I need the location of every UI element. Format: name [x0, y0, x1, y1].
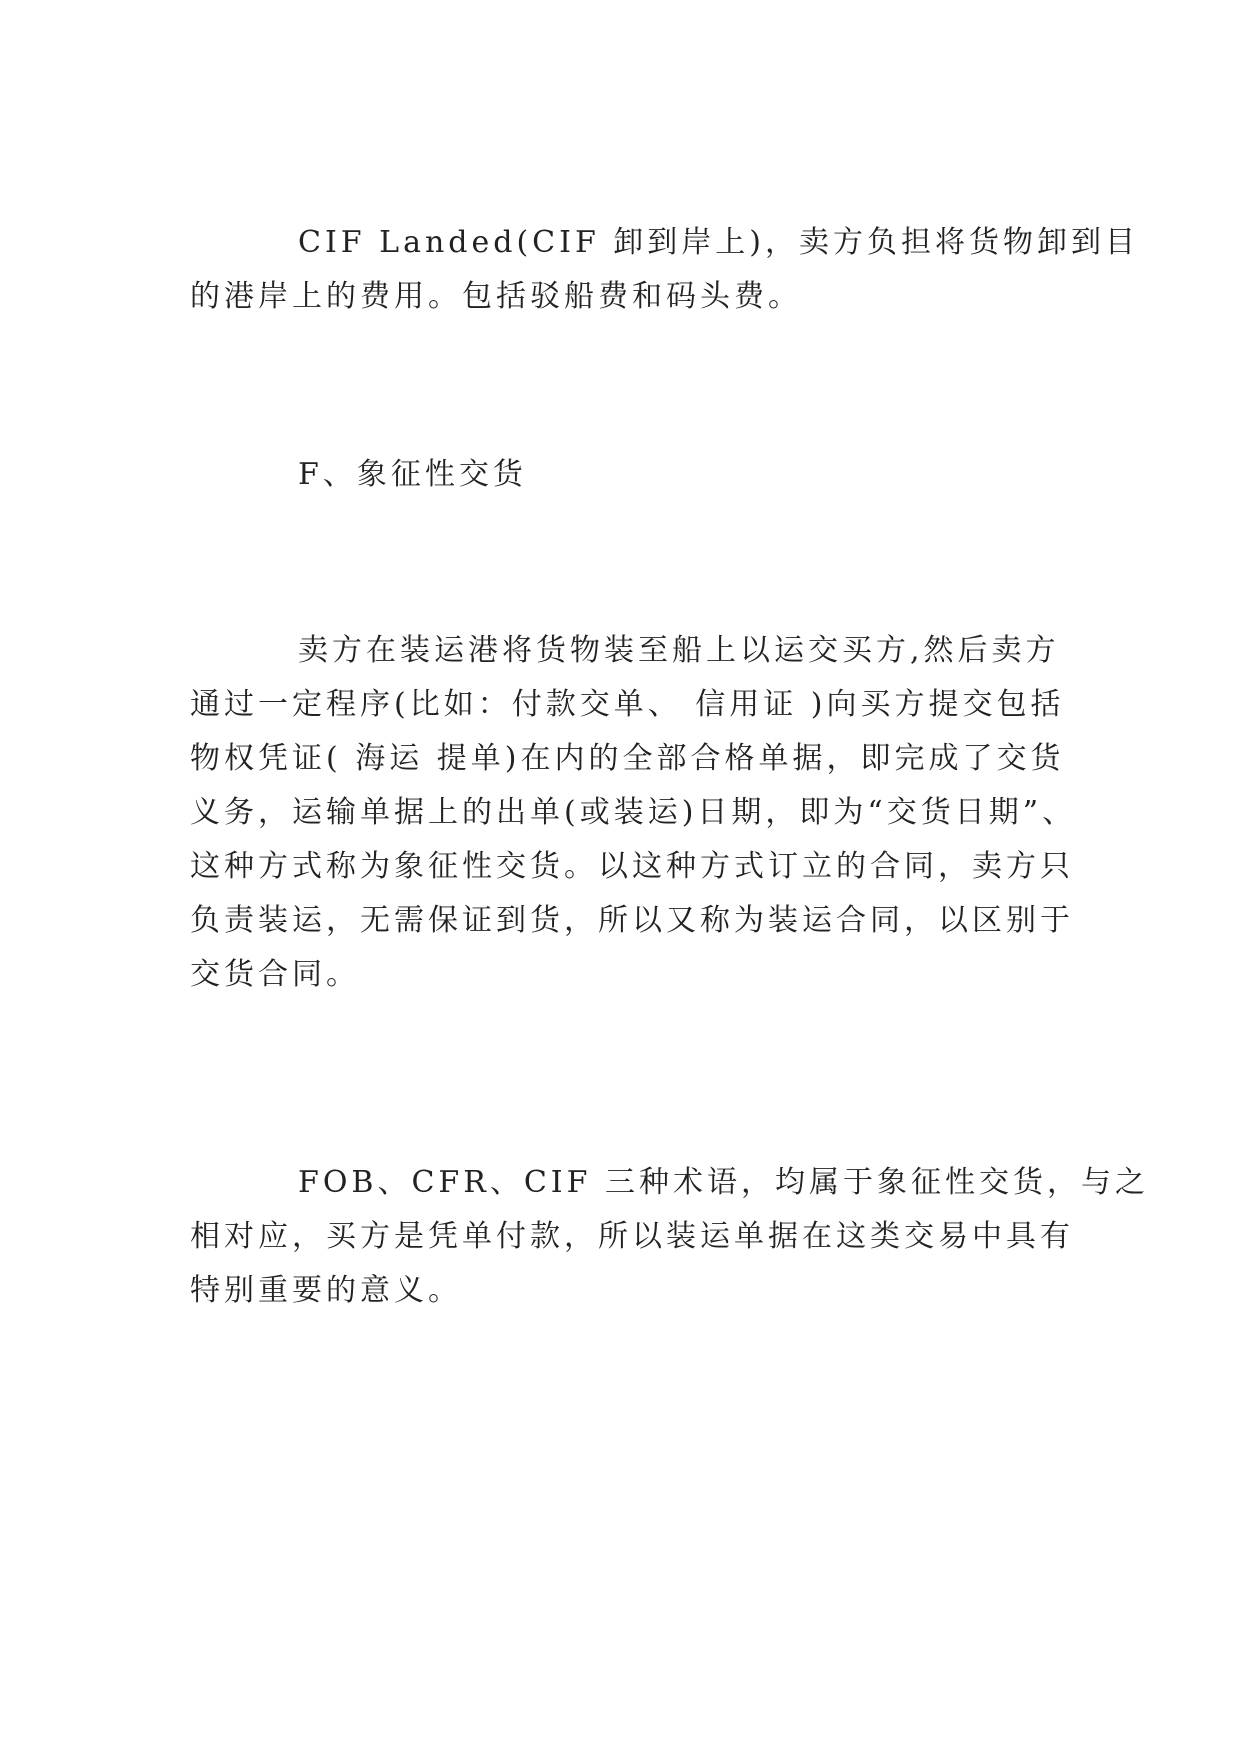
paragraph-line: 义务，运输单据上的出单(或装运)日期，即为“交货日期”、 [190, 795, 1077, 830]
paragraph-line: 负责装运，无需保证到货，所以又称为装运合同，以区别于 [190, 903, 1074, 938]
paragraph-line: 通过一定程序(比如：付款交单、 信用证 )向买方提交包括 [190, 687, 1065, 722]
paragraph-line: 物权凭证( 海运 提单)在内的全部合格单据，即完成了交货 [190, 741, 1065, 776]
paragraph-line: FOB、CFR、CIF 三种术语，均属于象征性交货，与之 [298, 1165, 1149, 1200]
paragraph-line: CIF Landed(CIF 卸到岸上)，卖方负担将货物卸到目 [298, 225, 1140, 260]
paragraph-fob-cfr-cif [190, 1156, 1149, 1318]
paragraph-line: 卖方在装运港将货物装至船上以运交买方,然后卖方 [298, 633, 1060, 668]
paragraph-line: 相对应，买方是凭单付款，所以装运单据在这类交易中具有 [190, 1219, 1074, 1254]
heading-line: F、象征性交货 [298, 457, 527, 492]
paragraph-line: 特别重要的意义。 [190, 1273, 462, 1308]
paragraph-symbolic-delivery [190, 624, 1080, 1002]
paragraph-cif-landed [190, 216, 1140, 324]
paragraph-line: 交货合同。 [190, 957, 360, 992]
paragraph-line: 的港岸上的费用。包括驳船费和码头费。 [190, 279, 802, 314]
paragraph-line: 这种方式称为象征性交货。以这种方式订立的合同，卖方只 [190, 849, 1074, 884]
section-heading [190, 448, 1080, 502]
